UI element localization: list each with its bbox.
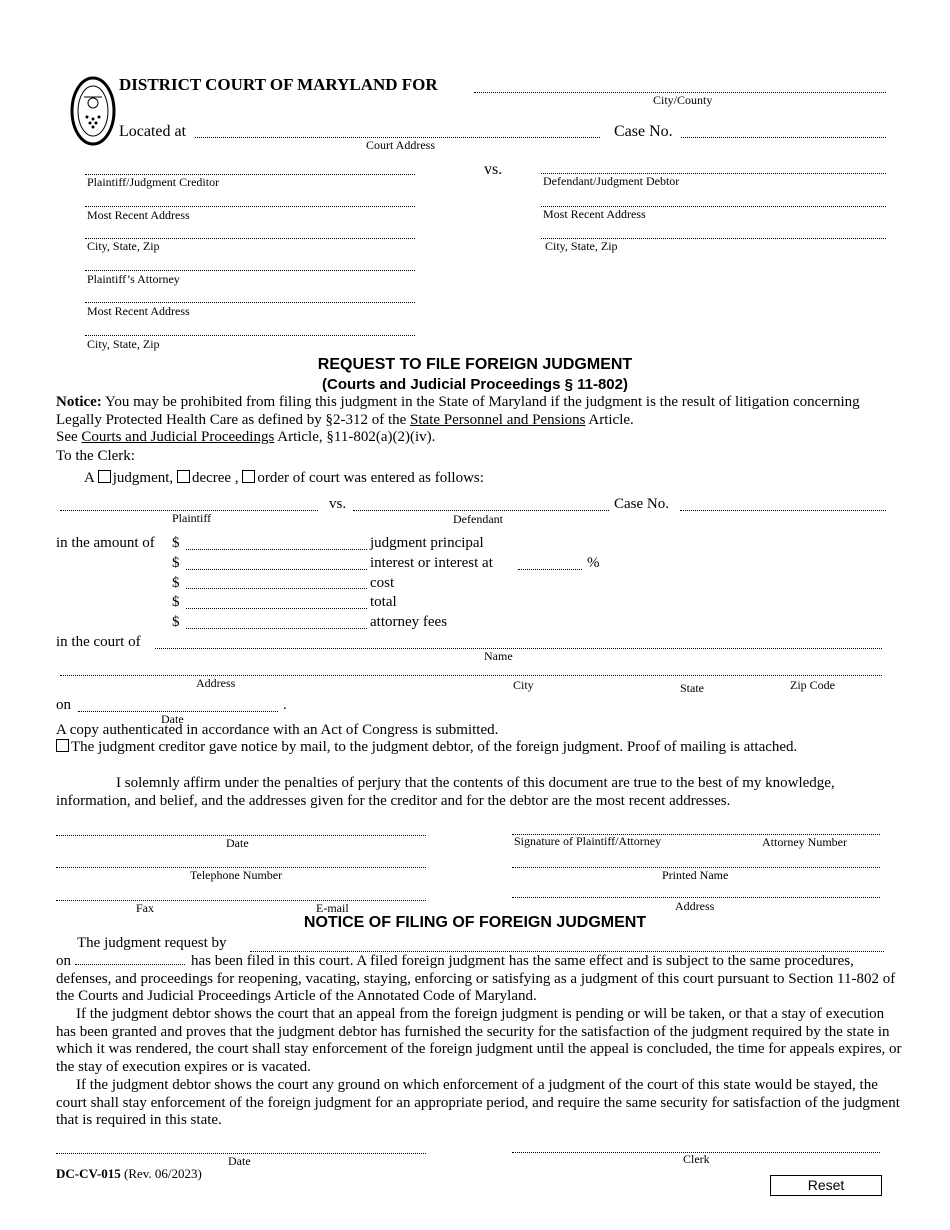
form-id: DC-CV-015 (56, 1166, 121, 1181)
notice-label: Notice: (56, 394, 102, 410)
notice-link-2: Courts and Judicial Proceedings (81, 429, 275, 445)
plaintiff-attorney-label: Plaintiff’s Attorney (87, 272, 180, 286)
fees-dollar: $ (172, 614, 180, 630)
located-at-label: Located at (119, 123, 187, 140)
notice-text-1: You may be prohibited from filing this judgment in the State of Maryland if the judgment is the result of litigation concerning Legally Protected Health Care as defined by §2-312 of the (56, 394, 860, 428)
notice-text-3: Article, §11-802(a)(2)(iv). (274, 429, 436, 445)
attorney-address-label: Most Recent Address (87, 304, 190, 318)
clerk-date-label: Date (228, 1154, 251, 1168)
email-label: E-mail (316, 901, 349, 915)
total-amount-field[interactable] (186, 608, 367, 609)
interest-label: interest or interest at (370, 555, 493, 571)
cost-amount-field[interactable] (186, 588, 367, 589)
court-address-label: Court Address (366, 138, 435, 152)
judgment-checkbox[interactable] (98, 470, 111, 483)
plaintiff-address-label: Most Recent Address (87, 208, 190, 222)
request-by-label: The judgment request by (77, 935, 227, 951)
form-revision: (Rev. 06/2023) (124, 1166, 202, 1181)
notice-on-label: on (56, 953, 71, 969)
notice-p1-text: has been filed in this court. A filed foreign judgment has the same effect and is subject to the same procedures, defenses, and proceedings for reopening, vacating, staying, enforcing or satisfying as a judgment of this court pursuant to Section 11-802 of the Courts and Judicial Proceedings Article of the Annotated Code of Maryland. (56, 953, 896, 1004)
principal-label: judgment principal (370, 535, 484, 551)
printed-name-label: Printed Name (662, 868, 729, 882)
sign-date-label: Date (226, 836, 249, 850)
plaintiff-creditor-label: Plaintiff/Judgment Creditor (87, 175, 220, 189)
fax-label: Fax (136, 901, 154, 915)
notice-text-2: Article. (585, 411, 634, 428)
cost-dollar: $ (172, 575, 180, 591)
court-city-label: City (513, 678, 534, 692)
on-label: on (56, 697, 71, 713)
notice-paragraph (56, 394, 906, 447)
copy-authenticated-text: A copy authenticated in accordance with an Act of Congress is submitted. (56, 722, 499, 738)
court-seal-icon (70, 75, 116, 147)
percent-label: % (587, 555, 600, 571)
court-title: DISTRICT COURT OF MARYLAND FOR (119, 75, 438, 94)
notice-see: See (56, 429, 82, 445)
cost-label: cost (370, 575, 395, 591)
fees-amount-field[interactable] (186, 628, 367, 629)
period-label: . (283, 697, 287, 713)
clerk-label: Clerk (683, 1152, 710, 1166)
vs-label: vs. (484, 161, 503, 178)
notice-on-field[interactable] (75, 952, 185, 965)
parties-case-no-field[interactable] (680, 510, 886, 511)
judgment-option-label: judgment, (112, 470, 174, 486)
court-state-label: State (680, 681, 704, 695)
in-court-of-label: in the court of (56, 634, 141, 650)
notice-paragraph-1 (56, 952, 906, 1006)
order-checkbox[interactable] (242, 470, 255, 483)
entry-type-row (84, 470, 484, 487)
in-amount-of-label: in the amount of (56, 535, 155, 551)
interest-rate-field[interactable] (518, 569, 582, 570)
request-subtitle: (Courts and Judicial Proceedings § 11-802) (322, 376, 628, 393)
interest-amount-field[interactable] (186, 569, 367, 570)
court-name-field[interactable] (155, 648, 882, 649)
notice-paragraph-2: If the judgment debtor shows the court that an appeal from the foreign judgment is pending or will be taken, or that a stay of execution has been granted and proves that the judgment debtor has furnished the security for the satisfaction of the judgment required by the state in which it was rendered, the court shall stay enforcement of the foreign judgment until the appeal is concluded, the time for appeals expires, or the stay of execution expires or is vacated. (56, 1006, 902, 1075)
plaintiff-address-field[interactable] (85, 206, 415, 207)
parties-case-no-label: Case No. (614, 496, 669, 512)
defendant-address-label: Most Recent Address (543, 207, 646, 221)
entry-a-label: A (84, 470, 95, 486)
mail-notice-paragraph (56, 739, 906, 757)
notice-link-1: State Personnel and Pensions (410, 411, 586, 428)
defendant-debtor-label: Defendant/Judgment Debtor (543, 174, 680, 188)
notice-paragraph-3: If the judgment debtor shows the court any ground on which enforcement of a judgment of the court of this state would be stayed, the court shall stay enforcement of the foreign judgment for an appropriate period, and require the same security for satisfaction of the judgment that is required in this state. (56, 1077, 900, 1128)
court-name-label: Name (484, 649, 513, 663)
judgment-date-label: Date (161, 712, 184, 726)
notice-title: NOTICE OF FILING OF FOREIGN JUDGMENT (303, 914, 647, 931)
court-zip-label: Zip Code (790, 678, 835, 692)
attorney-city-field[interactable] (85, 335, 415, 336)
form-footer (56, 1166, 202, 1182)
defendant-city-label: City, State, Zip (545, 239, 618, 253)
affirm-paragraph: I solemnly affirm under the penalties of perjury that the contents of this document are true to the best of my knowledge, information, and belief, and the addresses given for the creditor and for the debtor are the most recent addresses. (56, 775, 835, 809)
attorney-city-label: City, State, Zip (87, 337, 160, 351)
principal-dollar: $ (172, 535, 180, 551)
fax-email-field[interactable] (56, 900, 426, 901)
defendant-label: Defendant (453, 512, 503, 526)
case-no-field[interactable] (681, 137, 886, 138)
sign-address-field[interactable] (512, 897, 880, 898)
plaintiff-attorney-field[interactable] (85, 270, 415, 271)
attorney-number-label: Attorney Number (762, 835, 847, 849)
defendant-field[interactable] (353, 510, 609, 511)
telephone-label: Telephone Number (190, 868, 283, 882)
decree-checkbox[interactable] (177, 470, 190, 483)
mail-notice-checkbox[interactable] (56, 739, 69, 752)
parties-vs-label: vs. (329, 496, 347, 512)
total-dollar: $ (172, 594, 180, 610)
to-clerk-label: To the Clerk: (56, 448, 135, 464)
total-label: total (370, 594, 397, 610)
plaintiff-city-label: City, State, Zip (87, 239, 160, 253)
attorney-fees-label: attorney fees (370, 614, 448, 630)
attorney-address-field[interactable] (85, 302, 415, 303)
signature-label: Signature of Plaintiff/Attorney (514, 834, 662, 848)
principal-amount-field[interactable] (186, 549, 367, 550)
interest-dollar: $ (172, 555, 180, 571)
order-option-label: order of court was entered as follows: (257, 470, 484, 486)
court-address-line-label: Address (196, 676, 236, 690)
decree-option-label: decree , (191, 470, 239, 486)
request-title: REQUEST TO FILE FOREIGN JUDGMENT (317, 356, 633, 373)
sign-address-label: Address (675, 899, 715, 913)
case-no-label: Case No. (614, 123, 673, 140)
court-address-line-field[interactable] (60, 675, 882, 676)
plaintiff-label: Plaintiff (172, 511, 212, 525)
city-county-label: City/County (653, 93, 713, 107)
reset-button[interactable]: Reset (770, 1175, 882, 1196)
mail-notice-text: The judgment creditor gave notice by mail, to the judgment debtor, of the foreign judgment. Proof of mailing is attached. (71, 739, 798, 755)
